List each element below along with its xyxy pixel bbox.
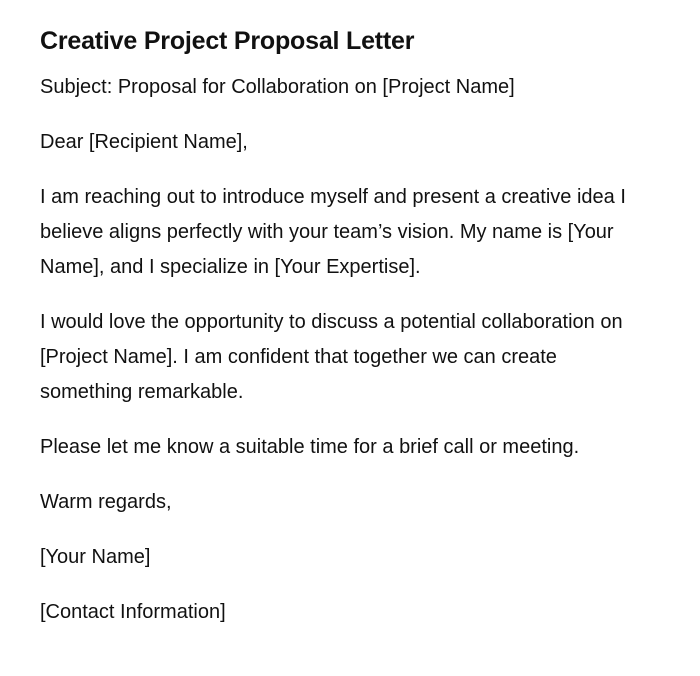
salutation: Dear [Recipient Name], — [40, 131, 248, 153]
contact-information: [Contact Information] — [40, 601, 226, 623]
request-paragraph: Please let me know a suitable time for a brief call or meeting. — [40, 436, 580, 458]
letter-title: Creative Project Proposal Letter — [40, 27, 415, 55]
signature-name: [Your Name] — [40, 546, 151, 568]
intro-paragraph: I am reaching out to introduce myself and present a creative idea I believe aligns perfectly with your team’s vision. My name is [Your Name], and I specialize in [Your Expertise]. — [40, 186, 626, 278]
collaboration-paragraph: I would love the opportunity to discuss a potential collaboration on [Project Name]. I am confident that together we can create something remarkable. — [40, 311, 623, 403]
closing-line: Warm regards, — [40, 491, 172, 513]
subject-line: Subject: Proposal for Collaboration on [Project Name] — [40, 76, 515, 98]
